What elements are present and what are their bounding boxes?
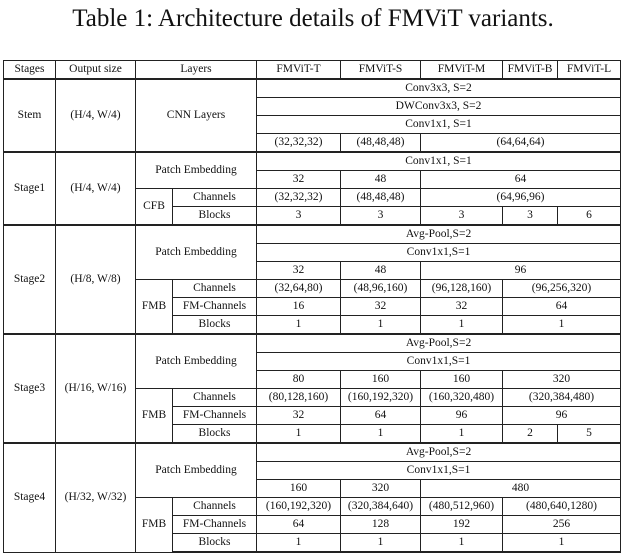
stage4-blocks-m: 1	[421, 534, 503, 553]
stage2-patch-embedding: Patch Embedding	[136, 225, 257, 280]
stage4-conv1-cell: Conv1x1,S=1	[257, 462, 621, 480]
stage2-channels-m: (96,128,160)	[421, 280, 503, 298]
table-row	[4, 225, 621, 244]
stage3-embed-m: 160	[421, 371, 503, 389]
stage4-channels-m: (480,512,960)	[421, 498, 503, 516]
stage4-channels-label: Channels	[173, 498, 257, 516]
stage3-block-type: FMB	[136, 389, 173, 444]
stage1-output-cell: (H/4, W/4)	[56, 152, 136, 225]
stage2-blocks-label: Blocks	[173, 316, 257, 335]
table-row	[4, 334, 621, 353]
header-stages: Stages	[4, 61, 56, 80]
stage3-output-cell: (H/16, W/16)	[56, 334, 136, 443]
stage4-channels-s: (320,384,640)	[341, 498, 421, 516]
stage2-fm-s: 32	[341, 298, 421, 316]
stage1-blocks-l: 6	[558, 207, 621, 226]
stem-channels-s: (48,48,48)	[341, 134, 421, 153]
stage2-blocks-s: 1	[341, 316, 421, 335]
stage3-fm-m: 96	[421, 407, 503, 425]
stage2-conv1-cell: Conv1x1,S=1	[257, 244, 621, 262]
stem-output-cell: (H/4, W/4)	[56, 79, 136, 152]
stage1-blocks-t: 3	[257, 207, 341, 226]
stage2-channels-t: (32,64,80)	[257, 280, 341, 298]
stage3-blocks-l: 5	[558, 425, 621, 444]
stage3-blocks-t: 1	[257, 425, 341, 444]
header-output-size: Output size	[56, 61, 136, 80]
stage3-blocks-s: 1	[341, 425, 421, 444]
stage2-embed-t: 32	[257, 262, 341, 280]
stem-dwconv-cell: DWConv3x3, S=2	[257, 98, 621, 116]
stage2-blocks-bl: 1	[503, 316, 621, 335]
stage4-channels-t: (160,192,320)	[257, 498, 341, 516]
header-variant-m: FMViT-M	[421, 61, 503, 80]
header-variant-s: FMViT-S	[341, 61, 421, 80]
stage1-conv1-cell: Conv1x1, S=1	[257, 152, 621, 171]
stage4-fm-t: 64	[257, 516, 341, 534]
stage1-blocks-m: 3	[421, 207, 503, 226]
stage2-fm-label: FM-Channels	[173, 298, 257, 316]
stage3-stage-cell: Stage3	[4, 334, 56, 443]
stage3-blocks-b: 2	[503, 425, 558, 444]
stage2-fm-t: 16	[257, 298, 341, 316]
stage3-embed-t: 80	[257, 371, 341, 389]
stage4-blocks-label: Blocks	[173, 534, 257, 553]
stage1-blocks-label: Blocks	[173, 207, 257, 226]
stage4-embed-t: 160	[257, 480, 341, 498]
stage4-fm-s: 128	[341, 516, 421, 534]
stage3-channels-s: (160,192,320)	[341, 389, 421, 407]
stage4-patch-embedding: Patch Embedding	[136, 443, 257, 498]
stage4-blocks-bl: 1	[503, 534, 621, 553]
stem-conv3-cell: Conv3x3, S=2	[257, 79, 621, 98]
stage1-block-type: CFB	[136, 189, 173, 226]
stage1-channels-s: (48,48,48)	[341, 189, 421, 207]
stage1-stage-cell: Stage1	[4, 152, 56, 225]
stage2-embed-mbl: 96	[421, 262, 621, 280]
stem-layer-cell: CNN Layers	[136, 79, 257, 152]
stage4-fm-bl: 256	[503, 516, 621, 534]
stage3-fm-bl: 96	[503, 407, 621, 425]
stage1-embed-mbl: 64	[421, 171, 621, 189]
stage1-blocks-b: 3	[503, 207, 558, 226]
stage3-conv1-cell: Conv1x1,S=1	[257, 353, 621, 371]
table-row	[4, 443, 621, 462]
stage4-embed-s: 320	[341, 480, 421, 498]
stage3-fm-s: 64	[341, 407, 421, 425]
stage2-stage-cell: Stage2	[4, 225, 56, 334]
stage2-output-cell: (H/8, W/8)	[56, 225, 136, 334]
stage3-fm-t: 32	[257, 407, 341, 425]
stage2-channels-s: (48,96,160)	[341, 280, 421, 298]
stem-conv1-cell: Conv1x1, S=1	[257, 116, 621, 134]
stage4-stage-cell: Stage4	[4, 443, 56, 552]
stage3-pool-cell: Avg-Pool,S=2	[257, 334, 621, 353]
stage2-fm-m: 32	[421, 298, 503, 316]
stage2-fm-bl: 64	[503, 298, 621, 316]
stage3-channels-m: (160,320,480)	[421, 389, 503, 407]
stage1-embed-t: 32	[257, 171, 341, 189]
stage3-channels-label: Channels	[173, 389, 257, 407]
stage2-channels-bl: (96,256,320)	[503, 280, 621, 298]
stage3-channels-t: (80,128,160)	[257, 389, 341, 407]
stage4-embed-mbl: 480	[421, 480, 621, 498]
stage2-channels-label: Channels	[173, 280, 257, 298]
stage4-output-cell: (H/32, W/32)	[56, 443, 136, 552]
stage1-channels-t: (32,32,32)	[257, 189, 341, 207]
stage3-blocks-m: 1	[421, 425, 503, 444]
stage2-block-type: FMB	[136, 280, 173, 335]
stage4-fm-label: FM-Channels	[173, 516, 257, 534]
stage3-embed-s: 160	[341, 371, 421, 389]
stage4-block-type: FMB	[136, 498, 173, 553]
stage2-pool-cell: Avg-Pool,S=2	[257, 225, 621, 244]
stage2-embed-s: 48	[341, 262, 421, 280]
stage2-blocks-m: 1	[421, 316, 503, 335]
stage3-blocks-label: Blocks	[173, 425, 257, 444]
stage4-blocks-s: 1	[341, 534, 421, 553]
header-variant-l: FMViT-L	[558, 61, 621, 80]
stem-stage-cell: Stem	[4, 79, 56, 152]
stage1-blocks-s: 3	[341, 207, 421, 226]
header-row	[4, 61, 621, 80]
stage3-fm-label: FM-Channels	[173, 407, 257, 425]
architecture-table	[3, 60, 621, 553]
stage4-blocks-t: 1	[257, 534, 341, 553]
stage4-pool-cell: Avg-Pool,S=2	[257, 443, 621, 462]
stage4-channels-bl: (480,640,1280)	[503, 498, 621, 516]
stage3-channels-bl: (320,384,480)	[503, 389, 621, 407]
header-variant-b: FMViT-B	[503, 61, 558, 80]
header-variant-t: FMViT-T	[257, 61, 341, 80]
stage1-patch-embedding: Patch Embedding	[136, 152, 257, 189]
stage3-patch-embedding: Patch Embedding	[136, 334, 257, 389]
stage4-fm-m: 192	[421, 516, 503, 534]
table-row	[4, 152, 621, 171]
header-layers: Layers	[136, 61, 257, 80]
table-caption: Table 1: Architecture details of FMViT variants.	[72, 5, 554, 32]
stem-channels-t: (32,32,32)	[257, 134, 341, 153]
stage1-channels-mbl: (64,96,96)	[421, 189, 621, 207]
table-row	[4, 79, 621, 98]
stage2-blocks-t: 1	[257, 316, 341, 335]
stage1-channels-label: Channels	[173, 189, 257, 207]
stem-channels-mbl: (64,64,64)	[421, 134, 621, 153]
stage1-embed-s: 48	[341, 171, 421, 189]
stage3-embed-bl: 320	[503, 371, 621, 389]
